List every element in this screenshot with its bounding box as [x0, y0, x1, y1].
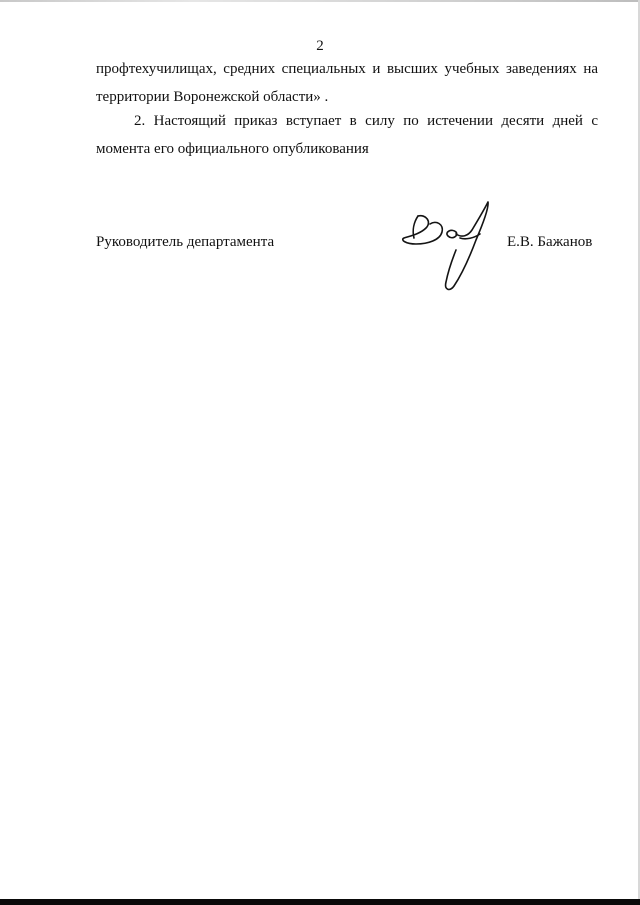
paragraph-2-line-2: момента его официального опубликования [96, 141, 369, 157]
paragraph-1-line-2: территории Воронежской области» . [96, 89, 329, 105]
paragraph-2-line-1: 2. Настоящий приказ вступает в силу по истечении десяти дней с [134, 113, 598, 129]
paragraph-1-line-1: профтехучилищах, средних специальных и высших учебных заведениях на [96, 61, 598, 77]
paragraph-1 [96, 55, 598, 111]
signatory-name: Е.В. Бажанов [507, 234, 593, 250]
page-number: 2 [316, 38, 324, 54]
scan-edge-top [0, 0, 640, 2]
handwritten-signature-icon [396, 200, 506, 300]
scan-edge-bottom [0, 899, 640, 905]
signatory-position: Руководитель департамента [96, 234, 275, 250]
paragraph-2 [96, 107, 598, 163]
